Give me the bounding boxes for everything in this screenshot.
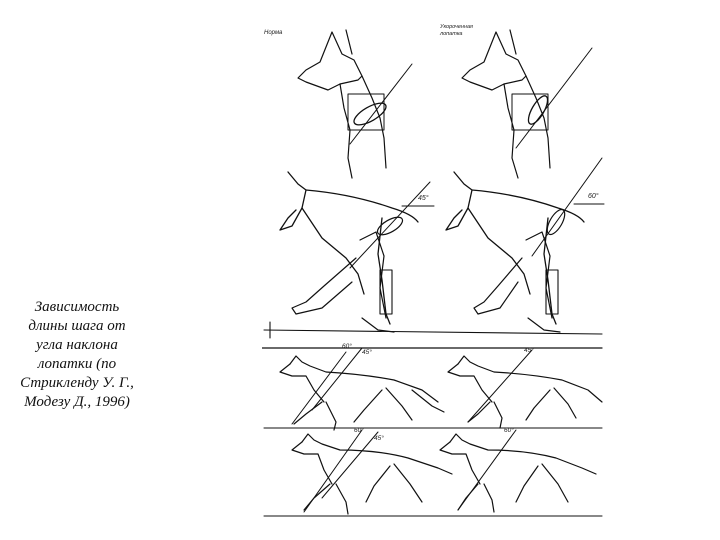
label-short-line-1: Укороченная <box>440 24 473 30</box>
angle-row2-right: 60° <box>588 193 599 200</box>
label-short-line-2: лопатка <box>440 31 463 37</box>
angle-row3-left-b: 45° <box>362 349 372 356</box>
dog-shoulder-illustration <box>262 18 608 520</box>
running-dog-right <box>440 426 596 512</box>
row-1-head-studies <box>264 24 592 178</box>
dog-head-shortened <box>462 30 592 178</box>
trotting-dog-right <box>448 346 602 428</box>
angle-row4-right: 60° <box>504 427 514 434</box>
forequarters-normal <box>280 172 434 332</box>
dog-head-normal <box>298 30 412 178</box>
caption-line-5: Стрикленду У. Г., <box>20 375 134 391</box>
caption-line-3: угла наклона <box>36 337 118 353</box>
angle-row2-left: 45° <box>418 195 429 202</box>
caption-line-1: Зависимость <box>34 299 120 315</box>
angle-row4-left-a: 60° <box>354 427 364 434</box>
angle-row3-left-a: 60° <box>342 343 352 350</box>
label-norm: Норма <box>264 30 283 36</box>
angle-row3-right: 45° <box>524 347 534 354</box>
caption <box>2 298 152 412</box>
row-3-trotting-dogs <box>262 342 602 430</box>
row-2-forequarters <box>264 158 604 338</box>
angle-row4-left-b: 45° <box>374 435 384 442</box>
caption-line-2: длины шага от <box>28 318 126 334</box>
row-4-running-dogs <box>264 426 602 516</box>
caption-line-6: Модезу Д., 1996) <box>24 394 130 410</box>
forequarters-shortened <box>446 158 604 332</box>
running-dog-left <box>292 426 452 514</box>
caption-line-4: лопатки (по <box>37 356 117 372</box>
trotting-dog-left <box>280 342 444 430</box>
